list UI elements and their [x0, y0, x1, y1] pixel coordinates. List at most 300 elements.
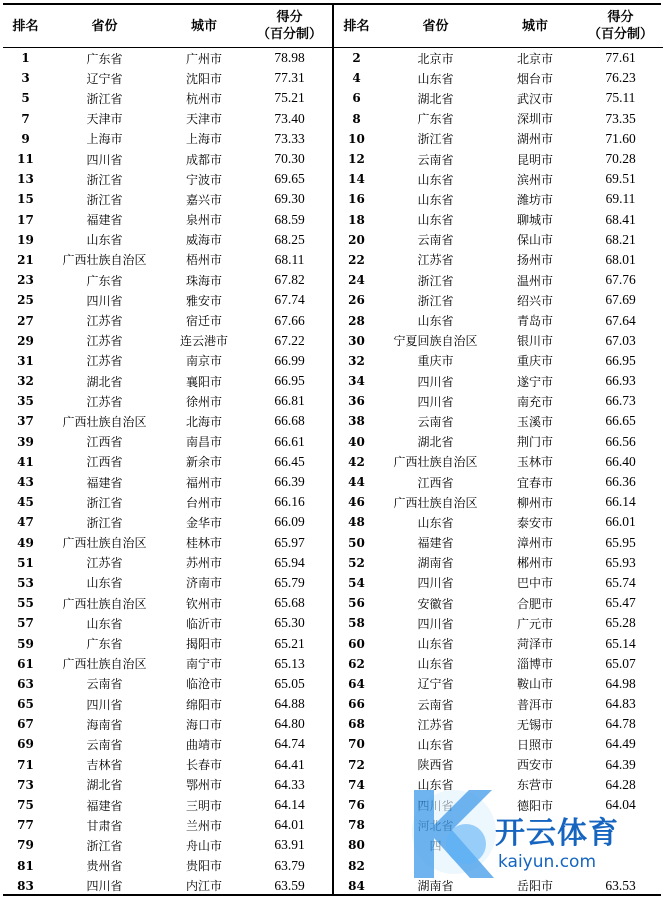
province-cell: 安徽省: [417, 596, 454, 611]
table-row: [3, 512, 332, 532]
table-row: [334, 593, 663, 613]
rank-cell: 12: [348, 152, 365, 167]
rank-cell: 32: [348, 353, 365, 368]
city-header: 城市: [161, 5, 247, 48]
rank-cell: 42: [348, 454, 365, 469]
rank-cell: 2: [352, 51, 361, 66]
rank-cell: 76: [348, 798, 365, 813]
score-header-line2: （百分制）: [587, 27, 653, 42]
rank-cell: 1: [21, 51, 30, 66]
score-cell: 64.88: [274, 696, 305, 712]
city-cell: 荆门市: [516, 435, 553, 450]
city-cell: 南宁市: [185, 657, 222, 672]
province-cell: 广西壮族自治区: [393, 455, 478, 470]
rank-cell: 16: [348, 192, 365, 207]
rank-cell: 49: [17, 535, 34, 550]
score-cell: 71.60: [605, 130, 636, 146]
table-row: [334, 109, 663, 129]
province-cell: 浙江省: [86, 495, 123, 510]
province-cell: 甘肃省: [86, 818, 123, 833]
rank-cell: 61: [17, 656, 34, 671]
province-cell: 四川省: [86, 152, 123, 167]
city-cell: 嘉兴市: [185, 192, 222, 207]
table-row: [334, 48, 663, 69]
city-cell: 海口市: [185, 717, 222, 732]
score-cell: 67.03: [605, 332, 636, 348]
city-cell: 长春市: [185, 758, 222, 773]
table-row: [3, 674, 332, 694]
rank-cell: 48: [348, 515, 365, 530]
table-row: [3, 654, 332, 674]
province-cell: 浙江省: [86, 838, 123, 853]
table-row: [3, 533, 332, 553]
province-cell: 湖北省: [86, 778, 123, 793]
table-row: [334, 391, 663, 411]
rank-cell: 19: [17, 232, 34, 247]
table-row: [3, 189, 332, 209]
city-cell: 泰安市: [516, 515, 553, 530]
province-cell: 山东省: [417, 637, 454, 652]
rank-cell: 52: [348, 555, 365, 570]
table-row: [334, 533, 663, 553]
rank-cell: 51: [17, 555, 34, 570]
city-cell: 烟台市: [516, 71, 553, 86]
left-table: [3, 5, 332, 896]
table-row: [334, 492, 663, 512]
score-cell: 66.36: [605, 474, 636, 490]
score-cell: 64.98: [605, 675, 636, 691]
city-cell: 绍兴市: [516, 293, 553, 308]
score-cell: 70.28: [605, 151, 636, 167]
table-row: [334, 68, 663, 88]
table-row: [3, 250, 332, 270]
rank-cell: 41: [17, 454, 34, 469]
rank-cell: 81: [17, 858, 34, 873]
score-header-line2: （百分制）: [256, 27, 322, 42]
province-cell: 广东省: [86, 637, 123, 652]
rank-cell: 71: [17, 757, 34, 772]
right-table: [334, 5, 663, 896]
rank-cell: 46: [348, 495, 365, 510]
rank-cell: 58: [348, 616, 365, 631]
rank-cell: 34: [348, 374, 365, 389]
rank-cell: 78: [348, 818, 365, 833]
score-cell: 66.73: [605, 393, 636, 409]
rank-cell: 43: [17, 475, 34, 490]
score-cell: 64.01: [274, 817, 305, 833]
table-row: [3, 795, 332, 815]
rank-cell: 27: [17, 313, 34, 328]
rank-header: 排名: [334, 5, 379, 48]
table-row: [3, 109, 332, 129]
rank-cell: 31: [17, 353, 34, 368]
score-cell: 63.79: [274, 857, 305, 873]
rank-cell: 24: [348, 273, 365, 288]
score-cell: 77.61: [605, 50, 636, 66]
score-cell: 65.93: [605, 554, 636, 570]
table-row: [3, 149, 332, 169]
rank-cell: 15: [17, 192, 34, 207]
score-cell: 65.94: [274, 554, 305, 570]
score-cell: 69.11: [605, 191, 636, 207]
score-cell: 64.41: [274, 756, 305, 772]
city-cell: 北海市: [185, 414, 222, 429]
score-cell: 66.99: [274, 352, 305, 368]
city-cell: 柳州市: [516, 495, 553, 510]
table-row: [334, 129, 663, 149]
rank-cell: 17: [17, 212, 34, 227]
province-cell: 山东省: [86, 233, 123, 248]
province-cell: 吉林省: [86, 758, 123, 773]
table-row: [334, 714, 663, 734]
province-cell: 浙江省: [417, 132, 454, 147]
rank-header: 排名: [3, 5, 48, 48]
province-cell: 四川省: [86, 293, 123, 308]
rank-cell: 77: [17, 818, 34, 833]
score-cell: 65.21: [274, 635, 305, 651]
province-cell: 江西省: [417, 475, 454, 490]
table-row: [334, 553, 663, 573]
score-cell: 65.28: [605, 615, 636, 631]
province-cell: 湖北省: [417, 435, 454, 450]
province-cell: 山东省: [417, 515, 454, 530]
watermark-domain: kaiyun.com: [498, 852, 597, 872]
left-table-half: [3, 5, 332, 894]
city-cell: 湖州市: [516, 132, 553, 147]
rank-cell: 83: [17, 878, 34, 893]
city-cell: 重庆市: [516, 354, 553, 369]
rank-cell: 47: [17, 515, 34, 530]
table-row: [334, 250, 663, 270]
table-row: [334, 290, 663, 310]
province-cell: 云南省: [86, 737, 123, 752]
table-row: [3, 492, 332, 512]
rank-cell: 54: [348, 575, 365, 590]
city-cell: 舟山市: [185, 838, 222, 853]
province-cell: 江苏省: [86, 556, 123, 571]
rank-cell: 79: [17, 838, 34, 853]
rank-cell: 32: [17, 374, 34, 389]
score-cell: 67.74: [274, 292, 305, 308]
city-header: 城市: [492, 5, 578, 48]
city-cell: 连云港市: [179, 334, 228, 349]
score-cell: 65.14: [605, 635, 636, 651]
score-cell: 66.01: [605, 514, 636, 530]
rank-cell: 22: [348, 252, 365, 267]
score-cell: 65.95: [605, 534, 636, 550]
rank-cell: 60: [348, 636, 365, 651]
city-cell: 上海市: [185, 132, 222, 147]
table-row: [3, 775, 332, 795]
city-cell: 临沧市: [185, 677, 222, 692]
rank-cell: 44: [348, 475, 365, 490]
province-cell: 湖北省: [417, 91, 454, 106]
province-cell: 福建省: [86, 798, 123, 813]
province-cell: 云南省: [417, 414, 454, 429]
city-cell: 内江市: [185, 879, 222, 894]
rank-cell: 63: [17, 676, 34, 691]
header-row: [3, 5, 332, 48]
city-cell: 昆明市: [516, 152, 553, 167]
city-cell: 深圳市: [516, 112, 553, 127]
score-cell: 64.78: [605, 716, 636, 732]
city-cell: 天津市: [185, 112, 222, 127]
rank-cell: 14: [348, 172, 365, 187]
score-cell: 66.40: [605, 453, 636, 469]
table-row: [334, 371, 663, 391]
table-row: [3, 270, 332, 290]
right-table-half: [334, 5, 663, 894]
score-cell: 69.51: [605, 171, 636, 187]
city-cell: 北京市: [516, 51, 553, 66]
score-cell: 66.95: [605, 352, 636, 368]
city-cell: 温州市: [516, 273, 553, 288]
rank-cell: 23: [17, 273, 34, 288]
table-row: [334, 674, 663, 694]
city-cell: 新余市: [185, 455, 222, 470]
rank-cell: 62: [348, 656, 365, 671]
city-cell: 贵阳市: [185, 859, 222, 874]
rank-cell: 3: [21, 71, 30, 86]
province-cell: 山东省: [417, 778, 454, 793]
province-cell: 云南省: [417, 152, 454, 167]
city-cell: 菏泽市: [516, 637, 553, 652]
city-cell: 台州市: [185, 495, 222, 510]
city-cell: 临沂市: [185, 616, 222, 631]
score-header-line1: 得分: [276, 10, 303, 25]
province-cell: 山东省: [86, 576, 123, 591]
table-row: [334, 351, 663, 371]
score-cell: 67.69: [605, 292, 636, 308]
city-cell: 郴州市: [516, 556, 553, 571]
city-cell: 德阳市: [516, 798, 553, 813]
rank-cell: 37: [17, 414, 34, 429]
city-cell: 宜春市: [516, 475, 553, 490]
table-row: [3, 351, 332, 371]
city-cell: 西安市: [516, 758, 553, 773]
city-cell: 杭州市: [185, 91, 222, 106]
score-cell: 67.64: [605, 312, 636, 328]
rank-cell: 74: [348, 777, 365, 792]
rank-cell: 56: [348, 596, 365, 611]
rank-cell: 35: [17, 394, 34, 409]
rank-cell: 75: [17, 798, 34, 813]
province-cell: 浙江省: [86, 192, 123, 207]
score-cell: 75.21: [274, 90, 305, 106]
score-cell: 65.47: [605, 595, 636, 611]
table-row: [3, 411, 332, 431]
province-cell: 北京市: [417, 51, 454, 66]
table-row: [3, 129, 332, 149]
rank-cell: 68: [348, 717, 365, 732]
city-cell: 漳州市: [516, 536, 553, 551]
rank-cell: 67: [17, 717, 34, 732]
province-cell: 江苏省: [417, 717, 454, 732]
table-row: [3, 835, 332, 855]
city-cell: 雅安市: [185, 293, 222, 308]
rank-cell: 73: [17, 777, 34, 792]
ranking-table: [3, 3, 661, 896]
rank-cell: 6: [352, 91, 361, 106]
score-cell: 65.05: [274, 675, 305, 691]
score-cell: 64.28: [605, 776, 636, 792]
city-cell: 梧州市: [185, 253, 222, 268]
score-cell: 68.11: [274, 251, 305, 267]
rank-cell: 7: [21, 111, 30, 126]
province-cell: 湖南省: [417, 879, 454, 894]
score-cell: 68.25: [274, 231, 305, 247]
rank-cell: 20: [348, 232, 365, 247]
table-row: [334, 654, 663, 674]
city-cell: 玉溪市: [516, 414, 553, 429]
score-cell: 69.65: [274, 171, 305, 187]
city-cell: 福州市: [185, 475, 222, 490]
score-cell: 70.30: [274, 151, 305, 167]
city-cell: 苏州市: [185, 556, 222, 571]
province-cell: 江苏省: [86, 314, 123, 329]
city-cell: 宁波市: [185, 172, 222, 187]
score-cell: 68.41: [605, 211, 636, 227]
province-header: 省份: [48, 5, 161, 48]
city-cell: 济南市: [185, 576, 222, 591]
city-cell: 南昌市: [185, 435, 222, 450]
province-cell: 江苏省: [86, 394, 123, 409]
rank-cell: 25: [17, 293, 34, 308]
score-cell: 67.66: [274, 312, 305, 328]
table-row: [334, 613, 663, 633]
table-row: [3, 68, 332, 88]
rank-cell: 69: [17, 737, 34, 752]
table-row: [3, 714, 332, 734]
city-cell: 潍坊市: [516, 192, 553, 207]
city-cell: 广州市: [185, 51, 222, 66]
province-cell: 贵州省: [86, 859, 123, 874]
table-row: [3, 633, 332, 653]
province-cell: 江苏省: [86, 334, 123, 349]
table-row: [3, 472, 332, 492]
table-row: [3, 734, 332, 754]
province-cell: 江苏省: [417, 253, 454, 268]
score-cell: 63.91: [274, 837, 305, 853]
table-row: [3, 210, 332, 230]
city-cell: 徐州市: [185, 394, 222, 409]
city-cell: 威海市: [185, 233, 222, 248]
province-cell: 山东省: [417, 737, 454, 752]
table-row: [334, 472, 663, 492]
rank-cell: 53: [17, 575, 34, 590]
table-row: [334, 452, 663, 472]
province-cell: 江西省: [86, 435, 123, 450]
score-header: [578, 5, 663, 48]
score-cell: 77.31: [274, 70, 305, 86]
table-row: [334, 189, 663, 209]
province-cell: 四川省: [417, 394, 454, 409]
score-cell: 66.95: [274, 373, 305, 389]
header-row: [334, 5, 663, 48]
rank-cell: 65: [17, 697, 34, 712]
province-cell: 福建省: [86, 475, 123, 490]
city-cell: 东营市: [516, 778, 553, 793]
city-cell: 南京市: [185, 354, 222, 369]
province-cell: 山东省: [417, 172, 454, 187]
city-cell: 保山市: [516, 233, 553, 248]
score-cell: 78.98: [274, 50, 305, 66]
table-row: [334, 210, 663, 230]
city-cell: 银川市: [516, 334, 553, 349]
table-row: [3, 452, 332, 472]
rank-cell: 64: [348, 676, 365, 691]
score-cell: 66.56: [605, 433, 636, 449]
table-row: [334, 633, 663, 653]
score-cell: 66.39: [274, 474, 305, 490]
score-cell: 65.74: [605, 574, 636, 590]
score-cell: 65.07: [605, 655, 636, 671]
score-cell: 73.35: [605, 110, 636, 126]
rank-cell: 70: [348, 737, 365, 752]
score-cell: 64.49: [605, 736, 636, 752]
rank-cell: 57: [17, 616, 34, 631]
table-row: [334, 694, 663, 714]
table-row: [334, 88, 663, 108]
score-header-line1: 得分: [607, 10, 634, 25]
province-header: 省份: [379, 5, 492, 48]
table-row: [334, 230, 663, 250]
table-row: [3, 815, 332, 835]
score-cell: 64.14: [274, 797, 305, 813]
table-row: [334, 149, 663, 169]
province-cell: 福建省: [417, 536, 454, 551]
score-cell: 63.59: [274, 877, 305, 893]
score-cell: 65.13: [274, 655, 305, 671]
province-cell: 广西壮族自治区: [62, 596, 147, 611]
city-cell: 普洱市: [516, 697, 553, 712]
province-cell: 山东省: [417, 213, 454, 228]
city-cell: 聊城市: [516, 213, 553, 228]
table-row: [3, 593, 332, 613]
score-cell: 67.22: [274, 332, 305, 348]
province-cell: 海南省: [86, 717, 123, 732]
city-cell: 淄博市: [516, 657, 553, 672]
table-row: [3, 553, 332, 573]
rank-cell: 13: [17, 172, 34, 187]
province-cell: 浙江省: [86, 172, 123, 187]
rank-cell: 9: [21, 131, 30, 146]
score-cell: 64.04: [605, 797, 636, 813]
province-cell: 四川省: [86, 697, 123, 712]
score-cell: 66.93: [605, 373, 636, 389]
score-cell: 66.65: [605, 413, 636, 429]
province-cell: 江西省: [86, 455, 123, 470]
province-cell: 山东省: [417, 314, 454, 329]
city-cell: 巴中市: [516, 576, 553, 591]
province-cell: 广西壮族自治区: [62, 657, 147, 672]
province-cell: 湖北省: [86, 374, 123, 389]
score-cell: 63.53: [605, 877, 636, 893]
rank-cell: 84: [348, 878, 365, 893]
table-row: [334, 734, 663, 754]
score-cell: 66.45: [274, 453, 305, 469]
city-cell: 宿迁市: [185, 314, 222, 329]
city-cell: 绵阳市: [185, 697, 222, 712]
rank-cell: 36: [348, 394, 365, 409]
rank-cell: 40: [348, 434, 365, 449]
table-row: [334, 270, 663, 290]
rank-cell: 59: [17, 636, 34, 651]
province-cell: 四川省: [417, 374, 454, 389]
table-row: [3, 290, 332, 310]
province-cell: 宁夏回族自治区: [393, 334, 478, 349]
score-cell: 64.83: [605, 696, 636, 712]
